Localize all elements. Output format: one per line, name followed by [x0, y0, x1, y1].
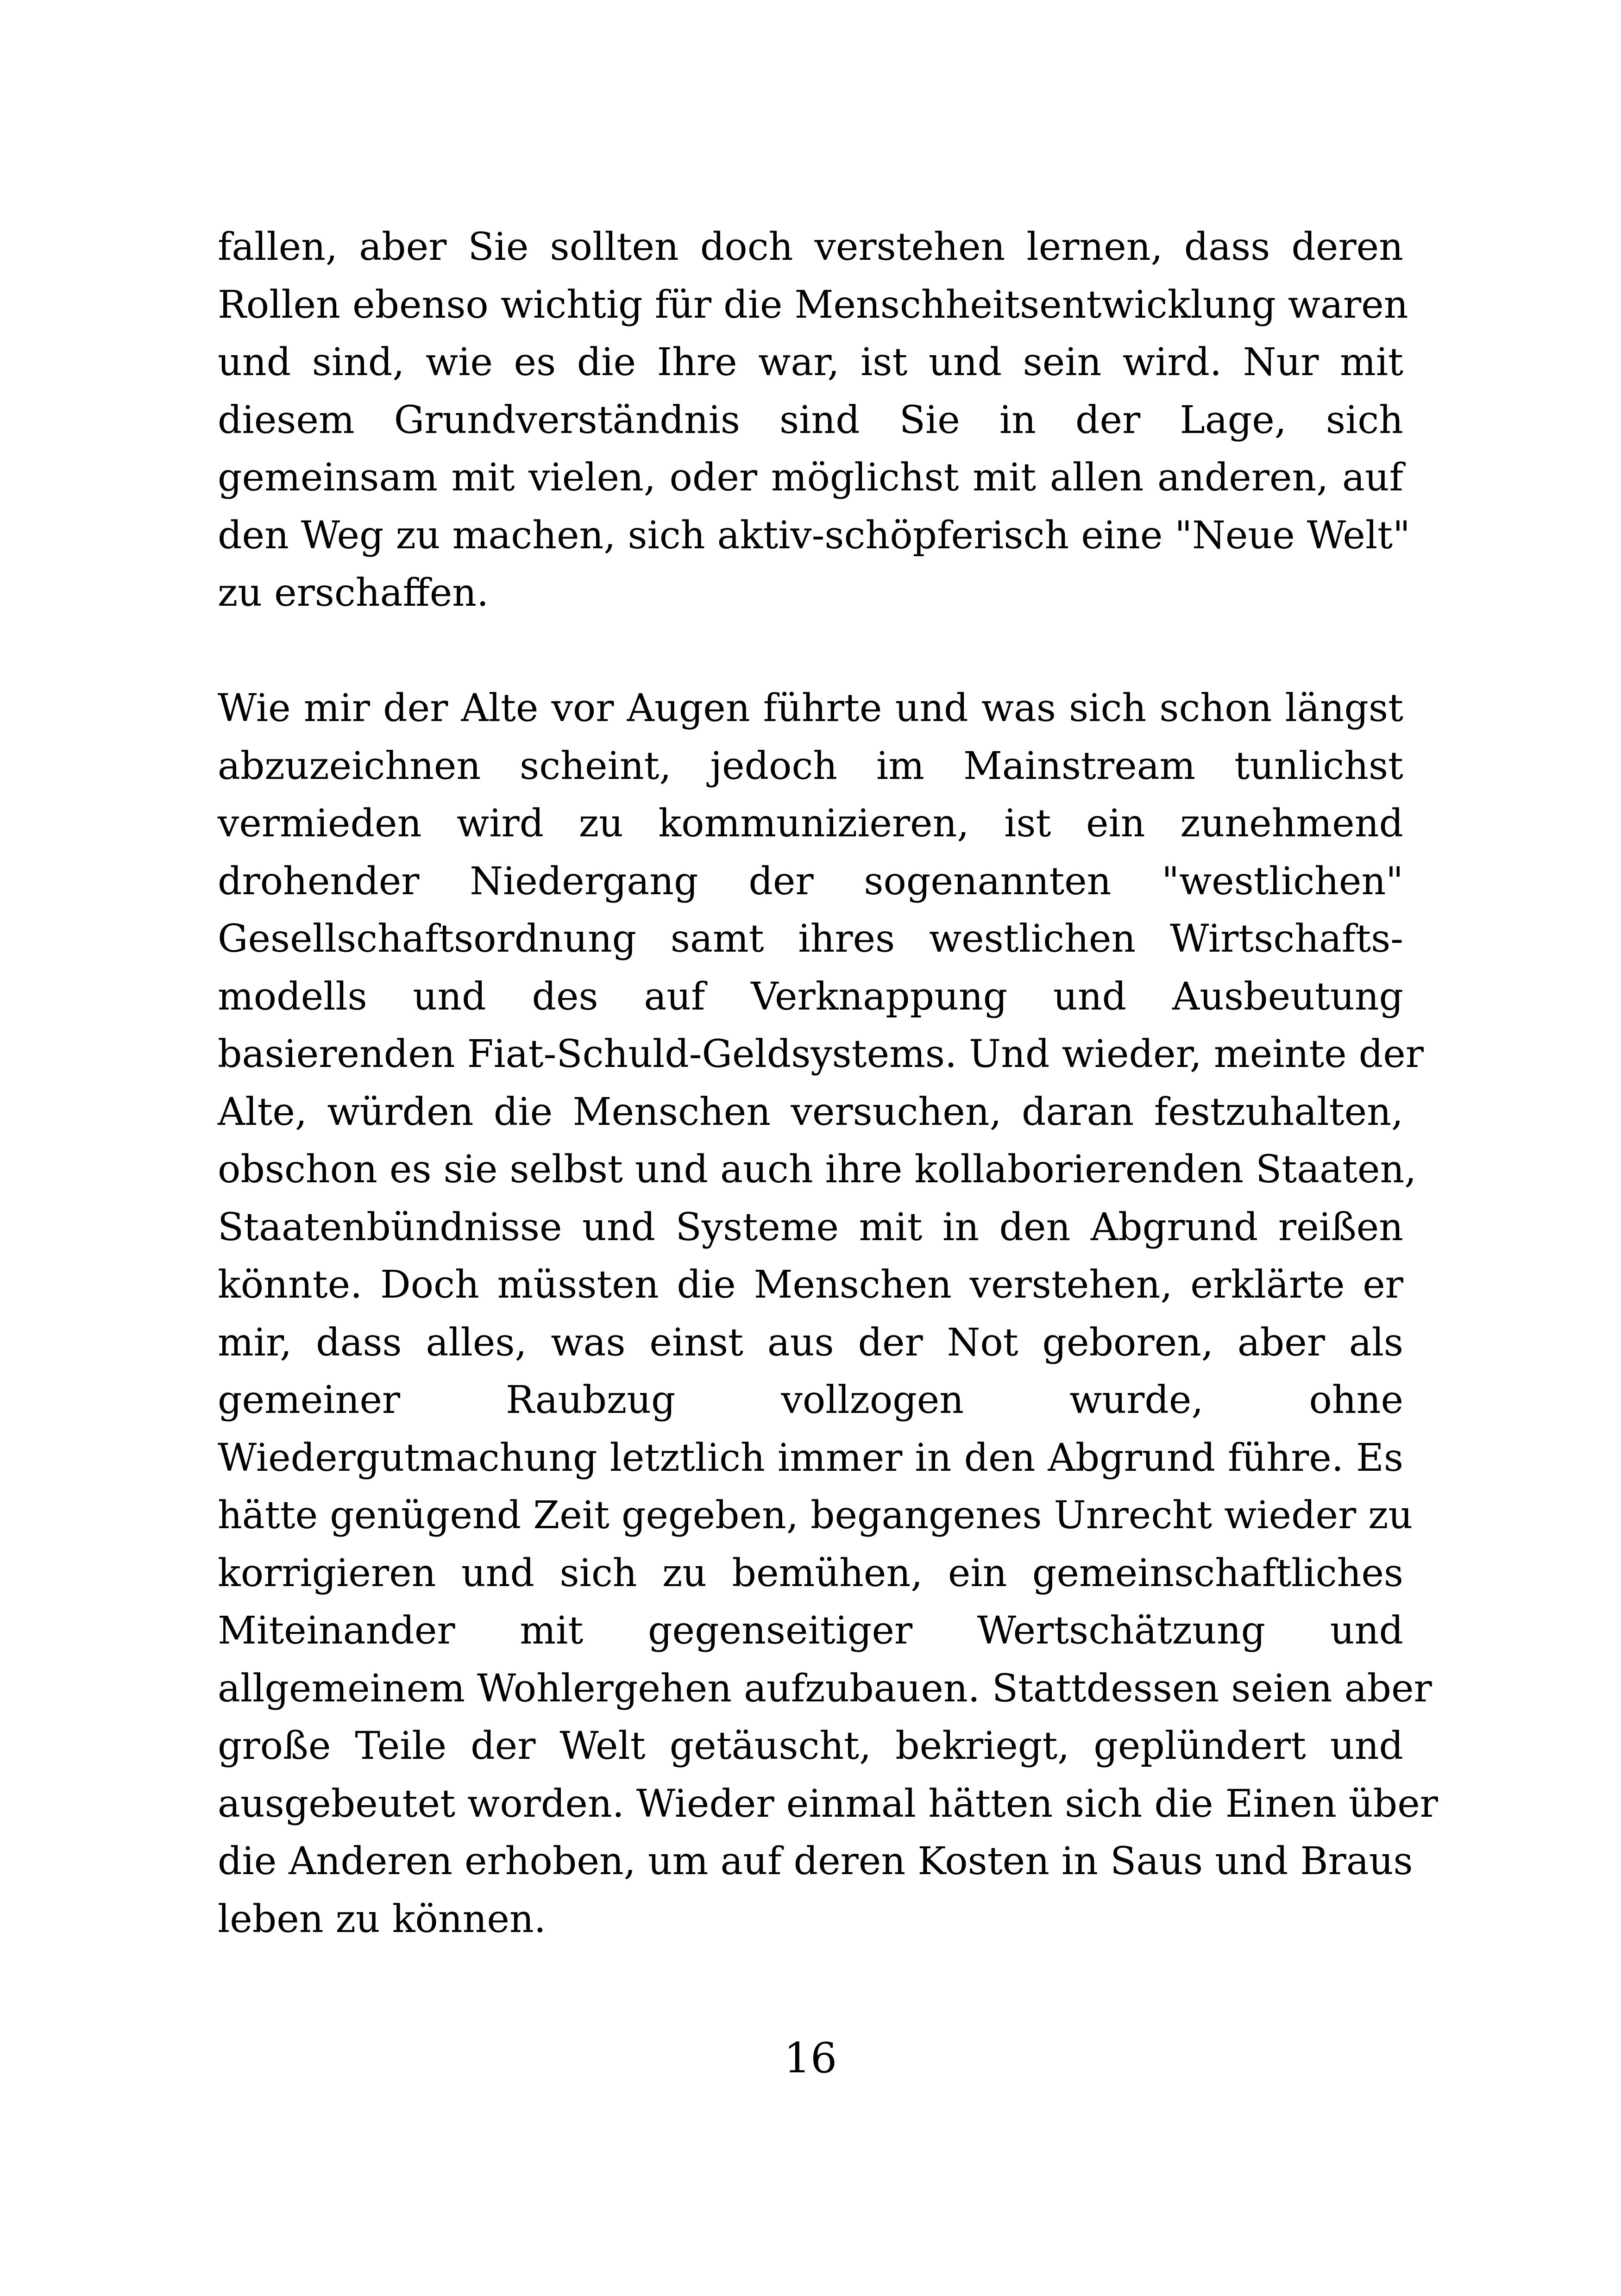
text-line: den Weg zu machen, sich aktiv-schöpferisch eine "Neue Welt": [218, 513, 1410, 558]
text-line: leben zu können.: [218, 1897, 546, 1941]
text-line: hätte genügend Zeit gegeben, begangenes Unrecht wieder zu: [218, 1493, 1413, 1537]
text-line: Wiedergutmachung letztlich immer in den Abgrund führe. Es: [218, 1436, 1403, 1480]
text-line: die Anderen erhoben, um auf deren Kosten in Saus und Braus: [218, 1839, 1413, 1883]
text-line: große Teile der Welt getäuscht, bekriegt, geplündert und: [218, 1724, 1403, 1768]
page-number: 16: [784, 2034, 837, 2083]
text-line: vermieden wird zu kommunizieren, ist ein zunehmend: [218, 802, 1403, 846]
text-line: gemeinsam mit vielen, oder möglichst mit allen anderen, auf: [218, 456, 1403, 500]
text-line: Rollen ebenso wichtig für die Menschheitsentwicklung waren: [218, 282, 1408, 327]
text-line: Miteinander mit gegenseitiger Wertschätzung und: [218, 1609, 1403, 1653]
text-line: allgemeinem Wohlergehen aufzubauen. Stattdessen seien aber: [218, 1666, 1432, 1711]
text-line: abzuzeichnen scheint, jedoch im Mainstream tunlichst: [218, 744, 1403, 788]
text-line: korrigieren und sich zu bemühen, ein gemeinschaftliches: [218, 1551, 1403, 1595]
text-line: Wie mir der Alte vor Augen führte und was sich schon längst: [218, 686, 1403, 730]
text-line: Alte, würden die Menschen versuchen, daran festzuhalten,: [218, 1090, 1403, 1134]
text-line: Staatenbündnisse und Systeme mit in den Abgrund reißen: [218, 1205, 1403, 1249]
text-line: Gesellschaftsordnung samt ihres westlichen Wirtschafts-: [218, 917, 1403, 961]
text-line: könnte. Doch müssten die Menschen verstehen, erklärte er: [218, 1263, 1403, 1307]
text-line: modells und des auf Verknappung und Ausbeutung: [218, 974, 1403, 1019]
text-line: obschon es sie selbst und auch ihre kollaborierenden Staaten,: [218, 1148, 1417, 1192]
text-line: mir, dass alles, was einst aus der Not geboren, aber als: [218, 1320, 1403, 1365]
paragraph: [218, 680, 1438, 1948]
paragraph: [218, 219, 1410, 622]
text-line: zu erschaffen.: [218, 571, 489, 615]
text-line: fallen, aber Sie sollten doch verstehen lernen, dass deren: [218, 225, 1403, 269]
text-line: gemeiner Raubzug vollzogen wurde, ohne: [218, 1378, 1403, 1422]
text-line: diesem Grundverständnis sind Sie in der Lage, sich: [218, 398, 1403, 442]
text-line: drohender Niedergang der sogenannten "westlichen": [218, 859, 1403, 903]
text-line: basierenden Fiat-Schuld-Geldsystems. Und wieder, meinte der: [218, 1032, 1424, 1076]
text-line: und sind, wie es die Ihre war, ist und sein wird. Nur mit: [218, 340, 1403, 384]
text-line: ausgebeutet worden. Wieder einmal hätten sich die Einen über: [218, 1782, 1438, 1826]
